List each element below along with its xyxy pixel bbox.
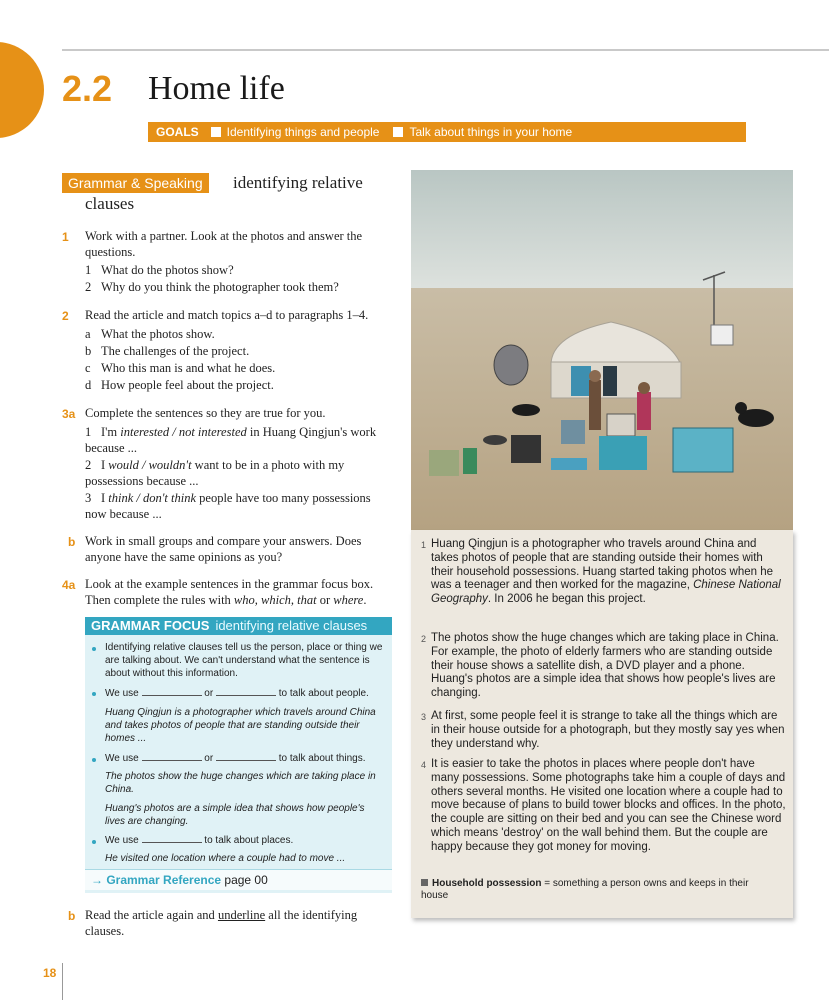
- grammar-example: He visited one location where a couple had to move ...: [105, 853, 346, 864]
- page-number: 18: [43, 966, 57, 980]
- exercise-item: 1 I'm interested / not interested in Huang Qingjun's work because ...: [85, 425, 377, 455]
- grammar-reference-link[interactable]: → Grammar Reference page 00: [85, 869, 392, 890]
- exercise-number: 2: [62, 309, 69, 323]
- paragraph-number: 1: [421, 540, 427, 550]
- exercise-item: d How people feel about the project.: [85, 378, 274, 392]
- bullet-icon: [92, 840, 96, 844]
- section-title: identifying relative: [233, 173, 363, 192]
- grammar-example: Huang's photos are a simple idea that shows how people's lives are changing.: [105, 803, 365, 827]
- exercise-number: 4a: [62, 578, 76, 592]
- goal-item: Identifying things and people: [226, 125, 380, 139]
- section-title-cont: clauses: [85, 194, 135, 213]
- exercise-item: 2 I would / wouldn't want to be in a photo with my possessions because ...: [85, 458, 345, 488]
- checkbox-icon: [393, 127, 403, 137]
- unit-title: Home life: [148, 70, 285, 107]
- exercise-item: c Who this man is and what he does.: [85, 361, 276, 375]
- paragraph-number: 4: [421, 760, 427, 770]
- article-paragraph: It is easier to take the photos in places where people don't have many possessions. Some photographs take him a couple of days and others several months. He visited one location where a couple had to move because of plans to build tower blocks and offices. In the photo, the couple are sitting on their bed and you can see the Chinese word which means 'destroy' on the wall behind them. But the couple are happy because they got money for moving.: [431, 758, 786, 853]
- exercise-instruction: Work in small groups and compare your answers. Does anyone have the same opinions as you?: [85, 534, 362, 564]
- exercise-number: b: [68, 535, 76, 549]
- exercise-instruction: Complete the sentences so they are true for you.: [85, 406, 326, 420]
- article-paragraph: At first, some people feel it is strange to take all the things which are in their house outside for a photograph, but they mostly say yes when they understand why.: [431, 710, 785, 750]
- section-tag: Grammar & Speaking: [62, 173, 209, 193]
- paragraph-number: 3: [421, 712, 427, 722]
- exercise-instruction: Look at the example sentences in the grammar focus box. Then complete the rules with who, which, that or where.: [85, 577, 374, 607]
- bullet-icon: [92, 647, 96, 651]
- paragraph-number: 2: [421, 634, 427, 644]
- yurt-photo: [411, 170, 793, 530]
- grammar-rule: Identifying relative clauses tell us the person, place or thing we are talking about. We can't understand what the sentence is about without this information.: [105, 642, 383, 679]
- grammar-rule: We use to talk about places.: [105, 835, 294, 846]
- goal-item: Talk about things in your home: [409, 125, 573, 139]
- unit-number: 2.2: [62, 68, 113, 109]
- article-paragraph: The photos show the huge changes which are taking place in China. For example, the photo of elderly farmers who are standing outside their house shows a satellite dish, a DVD player and a phone. Huang's photos are a simple idea that shows how people's lives are changing.: [431, 632, 779, 700]
- corner-decoration: [0, 42, 44, 138]
- exercise-instruction: Work with a partner. Look at the photos and answer the questions.: [85, 229, 363, 259]
- exercise-number: 1: [62, 230, 69, 244]
- grammar-rule: We use or to talk about people.: [105, 688, 369, 699]
- exercise-number: 3a: [62, 407, 76, 421]
- square-bullet-icon: [421, 879, 428, 886]
- grammar-example: Huang Qingjun is a photographer which travels around China and takes photos of people that are standing outside their homes ...: [105, 707, 376, 744]
- bullet-icon: [92, 758, 96, 762]
- page-divider: [62, 963, 63, 1000]
- exercise-number: b: [68, 909, 76, 923]
- top-rule: [62, 49, 829, 51]
- exercise-item: a What the photos show.: [85, 327, 215, 341]
- photo-illustration: [411, 170, 793, 530]
- grammar-focus-header: GRAMMAR FOCUS identifying relative clauses: [85, 617, 392, 635]
- exercise-item: 2 Why do you think the photographer took them?: [85, 280, 339, 294]
- exercise-instruction: Read the article and match topics a–d to paragraphs 1–4.: [85, 308, 369, 322]
- goals-bar: [148, 122, 746, 142]
- exercise-instruction: Read the article again and underline all the identifying clauses.: [85, 908, 358, 938]
- article-paragraph: Huang Qingjun is a photographer who travels around China and takes photos of people that are standing outside their homes with their household possessions. Huang started taking photos when he was a teenager and then worked for the magazine, Chinese National Geography. In 2006 he began this project.: [431, 538, 781, 606]
- glossary-note: Household possession = something a person owns and keeps in their house: [421, 878, 749, 901]
- exercise-item: 3 I think / don't think people have too many possessions now because ...: [85, 491, 371, 521]
- bullet-icon: [92, 692, 96, 696]
- goals-label: GOALS: [156, 125, 199, 139]
- checkbox-icon: [211, 127, 221, 137]
- grammar-example: The photos show the huge changes which are taking place in China.: [105, 771, 376, 795]
- grammar-rule: We use or to talk about things.: [105, 753, 366, 764]
- exercise-item: b The challenges of the project.: [85, 344, 250, 358]
- exercise-item: 1 What do the photos show?: [85, 263, 234, 277]
